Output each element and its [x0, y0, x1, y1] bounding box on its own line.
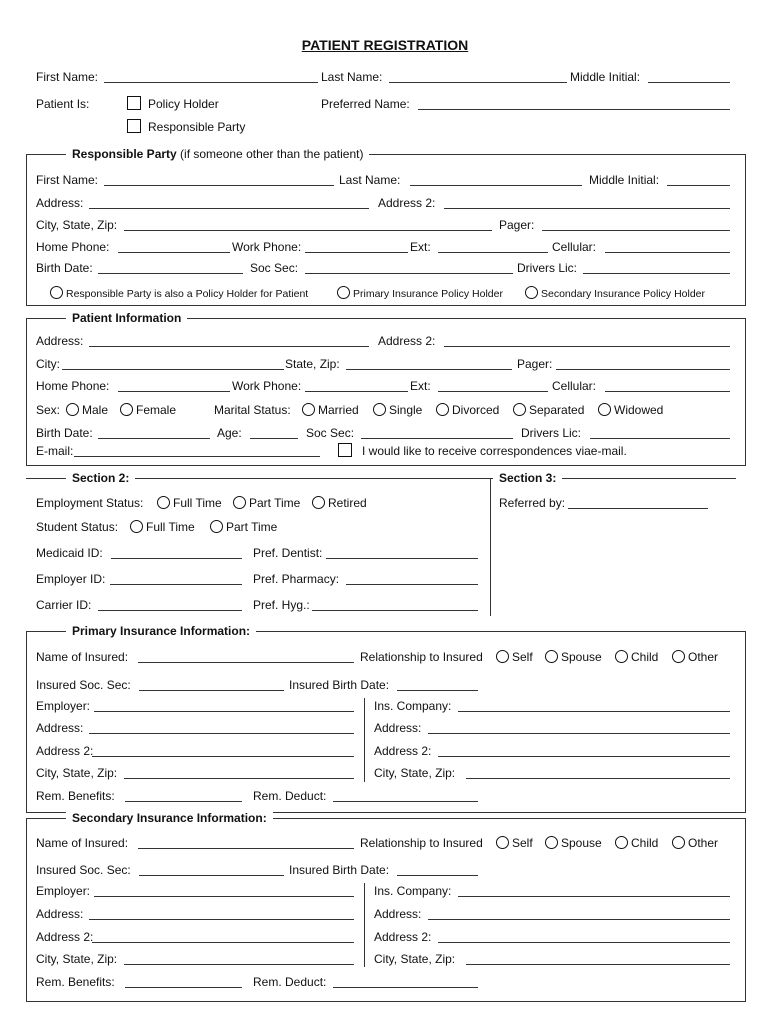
- pri-address-field[interactable]: [89, 733, 354, 734]
- sec-rel-child[interactable]: Child: [615, 836, 658, 850]
- resp-drivers-lic-label: Drivers Lic:: [517, 261, 578, 275]
- pat-pager-label: Pager:: [517, 357, 553, 371]
- radio-icon[interactable]: [615, 836, 628, 849]
- pri-rel-child[interactable]: Child: [615, 650, 658, 664]
- sec-ins-city-field[interactable]: [466, 964, 730, 965]
- section-divider: [490, 478, 491, 616]
- sec-city-field[interactable]: [124, 964, 354, 965]
- pref-hyg-label: Pref. Hyg.:: [253, 598, 310, 612]
- pri-ins-city-field[interactable]: [466, 778, 730, 779]
- pat-marital-separated[interactable]: Separated: [513, 403, 584, 417]
- pat-email-label: E-mail:: [36, 444, 74, 458]
- student-status-label: Student Status:: [36, 520, 119, 534]
- radio-icon[interactable]: [545, 836, 558, 849]
- resp-city-label: City, State, Zip:: [36, 218, 118, 232]
- radio-icon[interactable]: [496, 836, 509, 849]
- radio-icon[interactable]: [233, 496, 246, 509]
- resp-home-phone-field[interactable]: [118, 252, 230, 253]
- pri-ins-company-field[interactable]: [458, 711, 730, 712]
- radio-icon[interactable]: [615, 650, 628, 663]
- pat-marital-divorced[interactable]: Divorced: [436, 403, 499, 417]
- sec-employer-field[interactable]: [94, 896, 354, 897]
- pat-ext-field[interactable]: [438, 391, 548, 392]
- responsible-party-label: Responsible Party: [148, 120, 246, 134]
- pat-work-phone-field[interactable]: [305, 391, 408, 392]
- pat-cellular-label: Cellular:: [552, 379, 597, 393]
- section3-legend: Section 3:: [493, 471, 562, 485]
- resp-last-name-label: Last Name:: [339, 173, 401, 187]
- primary-insurance-legend: Primary Insurance Information:: [66, 624, 256, 638]
- resp-address2-label: Address 2:: [378, 196, 436, 210]
- radio-icon[interactable]: [513, 403, 526, 416]
- pri-address2-label: Address 2:: [36, 744, 94, 758]
- middle-initial-field[interactable]: [648, 82, 730, 83]
- pri-name-field[interactable]: [138, 662, 354, 663]
- resp-cellular-label: Cellular:: [552, 240, 597, 254]
- pri-name-label: Name of Insured:: [36, 650, 129, 664]
- pat-marital-married[interactable]: Married: [302, 403, 359, 417]
- resp-opt-primary[interactable]: Primary Insurance Policy Holder: [337, 286, 503, 301]
- radio-icon[interactable]: [496, 650, 509, 663]
- sec-name-field[interactable]: [138, 848, 354, 849]
- pat-pager-field[interactable]: [556, 369, 730, 370]
- pri-rem-benefits-field[interactable]: [125, 801, 242, 802]
- sec-rel-self[interactable]: Self: [496, 836, 533, 850]
- resp-pager-label: Pager:: [499, 218, 535, 232]
- resp-address2-field[interactable]: [444, 208, 730, 209]
- resp-city-field[interactable]: [124, 230, 492, 231]
- pri-rem-deduct-label: Rem. Deduct:: [253, 789, 327, 803]
- pat-sex-female[interactable]: Female: [120, 403, 176, 417]
- sec-ins-company-label: Ins. Company:: [374, 884, 452, 898]
- radio-icon[interactable]: [598, 403, 611, 416]
- sec-address-label: Address:: [36, 907, 84, 921]
- resp-soc-sec-field[interactable]: [305, 273, 513, 274]
- preferred-name-label: Preferred Name:: [321, 97, 410, 111]
- pref-pharmacy-field[interactable]: [346, 584, 478, 585]
- student-full-time[interactable]: Full Time: [130, 520, 195, 534]
- section2-legend: Section 2:: [66, 471, 135, 485]
- patient-is-label: Patient Is:: [36, 97, 90, 111]
- pat-sex-label: Sex:: [36, 403, 61, 417]
- pri-column-divider: [364, 698, 365, 782]
- resp-first-name-field[interactable]: [104, 185, 334, 186]
- patient-information-legend: Patient Information: [66, 311, 187, 325]
- preferred-name-field[interactable]: [418, 109, 730, 110]
- resp-middle-initial-label: Middle Initial:: [589, 173, 660, 187]
- radio-icon[interactable]: [672, 836, 685, 849]
- pri-rem-benefits-label: Rem. Benefits:: [36, 789, 115, 803]
- employment-part-time[interactable]: Part Time: [233, 496, 300, 510]
- resp-home-phone-label: Home Phone:: [36, 240, 110, 254]
- pri-employer-label: Employer:: [36, 699, 91, 713]
- sec-rem-benefits-label: Rem. Benefits:: [36, 975, 115, 989]
- student-part-time[interactable]: Part Time: [210, 520, 277, 534]
- sec-address2-label: Address 2:: [36, 930, 94, 944]
- pri-rel-other[interactable]: Other: [672, 650, 718, 664]
- carrier-id-label: Carrier ID:: [36, 598, 92, 612]
- sec-rel-spouse[interactable]: Spouse: [545, 836, 602, 850]
- pri-address2-field[interactable]: [92, 756, 354, 757]
- pat-state-zip-field[interactable]: [346, 369, 512, 370]
- pat-soc-sec-label: Soc Sec:: [306, 426, 355, 440]
- sec-ins-city-label: City, State, Zip:: [374, 952, 456, 966]
- pat-work-phone-label: Work Phone:: [232, 379, 302, 393]
- resp-middle-initial-field[interactable]: [667, 185, 730, 186]
- radio-icon[interactable]: [302, 403, 315, 416]
- pat-drivers-lic-field[interactable]: [590, 438, 730, 439]
- pat-soc-sec-field[interactable]: [361, 438, 513, 439]
- pat-city-label: City:: [36, 357, 60, 371]
- sec-ins-company-field[interactable]: [458, 896, 730, 897]
- email-correspondence-checkbox[interactable]: [338, 443, 352, 457]
- radio-icon[interactable]: [120, 403, 133, 416]
- employment-status-label: Employment Status:: [36, 496, 144, 510]
- radio-icon[interactable]: [50, 286, 63, 299]
- employment-full-time[interactable]: Full Time: [157, 496, 222, 510]
- resp-work-phone-label: Work Phone:: [232, 240, 302, 254]
- pri-soc-sec-field[interactable]: [139, 690, 284, 691]
- resp-pager-field[interactable]: [542, 230, 730, 231]
- sec-address2-field[interactable]: [92, 942, 354, 943]
- sec-birth-date-field[interactable]: [397, 875, 478, 876]
- pref-pharmacy-label: Pref. Pharmacy:: [253, 572, 340, 586]
- middle-initial-label: Middle Initial:: [570, 70, 641, 84]
- pri-rel-spouse[interactable]: Spouse: [545, 650, 602, 664]
- sec-city-label: City, State, Zip:: [36, 952, 118, 966]
- resp-last-name-field[interactable]: [410, 185, 582, 186]
- pri-birth-date-field[interactable]: [397, 690, 478, 691]
- resp-address-label: Address:: [36, 196, 84, 210]
- pri-relationship-label: Relationship to Insured: [360, 650, 483, 664]
- pat-birth-date-label: Birth Date:: [36, 426, 93, 440]
- radio-icon[interactable]: [337, 286, 350, 299]
- resp-first-name-label: First Name:: [36, 173, 99, 187]
- sec-ins-address2-field[interactable]: [438, 942, 730, 943]
- sec-employer-label: Employer:: [36, 884, 91, 898]
- radio-icon[interactable]: [672, 650, 685, 663]
- page-title: PATIENT REGISTRATION: [301, 37, 469, 53]
- sec-rel-other[interactable]: Other: [672, 836, 718, 850]
- medicaid-id-field[interactable]: [111, 558, 242, 559]
- radio-icon[interactable]: [545, 650, 558, 663]
- pat-marital-widowed[interactable]: Widowed: [598, 403, 663, 417]
- sec-column-divider: [364, 883, 365, 967]
- pat-email-field[interactable]: [74, 456, 320, 457]
- carrier-id-field[interactable]: [98, 610, 242, 611]
- sec-ins-address-field[interactable]: [428, 919, 730, 920]
- pat-city-field[interactable]: [62, 369, 284, 370]
- pri-rel-self[interactable]: Self: [496, 650, 533, 664]
- pri-ins-address2-field[interactable]: [438, 756, 730, 757]
- radio-icon[interactable]: [157, 496, 170, 509]
- pat-home-phone-label: Home Phone:: [36, 379, 110, 393]
- pat-birth-date-field[interactable]: [98, 438, 210, 439]
- pat-marital-single[interactable]: Single: [373, 403, 422, 417]
- radio-icon[interactable]: [436, 403, 449, 416]
- pri-rem-deduct-field[interactable]: [333, 801, 478, 802]
- pri-ins-address2-label: Address 2:: [374, 744, 432, 758]
- sec-ins-address2-label: Address 2:: [374, 930, 432, 944]
- sec-soc-sec-label: Insured Soc. Sec:: [36, 863, 131, 877]
- radio-icon[interactable]: [210, 520, 223, 533]
- resp-ext-label: Ext:: [410, 240, 431, 254]
- pat-sex-male[interactable]: Male: [66, 403, 108, 417]
- first-name-label: First Name:: [36, 70, 99, 84]
- sec-birth-date-label: Insured Birth Date:: [289, 863, 390, 877]
- pri-birth-date-label: Insured Birth Date:: [289, 678, 390, 692]
- pri-ins-company-label: Ins. Company:: [374, 699, 452, 713]
- referred-by-field[interactable]: [568, 508, 708, 509]
- pat-age-field[interactable]: [250, 438, 298, 439]
- employer-id-field[interactable]: [110, 584, 242, 585]
- responsible-party-checkbox[interactable]: [127, 119, 141, 133]
- pat-address-field[interactable]: [89, 346, 369, 347]
- resp-cellular-field[interactable]: [605, 252, 730, 253]
- secondary-insurance-legend: Secondary Insurance Information:: [66, 811, 273, 825]
- medicaid-id-label: Medicaid ID:: [36, 546, 103, 560]
- pri-ins-address-label: Address:: [374, 721, 422, 735]
- sec-relationship-label: Relationship to Insured: [360, 836, 483, 850]
- radio-icon[interactable]: [312, 496, 325, 509]
- pat-age-label: Age:: [217, 426, 242, 440]
- resp-ext-field[interactable]: [438, 252, 548, 253]
- pat-address2-field[interactable]: [444, 346, 730, 347]
- pri-ins-city-label: City, State, Zip:: [374, 766, 456, 780]
- radio-icon[interactable]: [130, 520, 143, 533]
- resp-birth-date-label: Birth Date:: [36, 261, 93, 275]
- policy-holder-checkbox[interactable]: [127, 96, 141, 110]
- pri-ins-address-field[interactable]: [428, 733, 730, 734]
- referred-by-label: Referred by:: [499, 496, 566, 510]
- pat-ext-label: Ext:: [410, 379, 431, 393]
- pat-state-zip-label: State, Zip:: [285, 357, 340, 371]
- sec-rem-deduct-label: Rem. Deduct:: [253, 975, 327, 989]
- resp-soc-sec-label: Soc Sec:: [250, 261, 299, 275]
- sec-rem-deduct-field[interactable]: [333, 987, 478, 988]
- resp-opt-policy-holder[interactable]: Responsible Party is also a Policy Holder for Patient: [50, 286, 308, 301]
- email-correspondence-label: I would like to receive correspondences viae-mail.: [362, 444, 627, 458]
- radio-icon[interactable]: [66, 403, 79, 416]
- responsible-party-legend: Responsible Party (if someone other than the patient): [66, 147, 369, 161]
- policy-holder-label: Policy Holder: [148, 97, 219, 111]
- radio-icon[interactable]: [525, 286, 538, 299]
- pri-soc-sec-label: Insured Soc. Sec:: [36, 678, 131, 692]
- sec-rem-benefits-field[interactable]: [125, 987, 242, 988]
- sec-name-label: Name of Insured:: [36, 836, 129, 850]
- sec-address-field[interactable]: [89, 919, 354, 920]
- pri-employer-field[interactable]: [94, 711, 354, 712]
- pat-marital-label: Marital Status:: [214, 403, 291, 417]
- pri-address-label: Address:: [36, 721, 84, 735]
- resp-drivers-lic-field[interactable]: [583, 273, 730, 274]
- resp-opt-secondary[interactable]: Secondary Insurance Policy Holder: [525, 286, 705, 301]
- pref-dentist-label: Pref. Dentist:: [253, 546, 323, 560]
- sec-ins-address-label: Address:: [374, 907, 422, 921]
- employer-id-label: Employer ID:: [36, 572, 106, 586]
- pri-city-label: City, State, Zip:: [36, 766, 118, 780]
- radio-icon[interactable]: [373, 403, 386, 416]
- employment-retired[interactable]: Retired: [312, 496, 367, 510]
- resp-birth-date-field[interactable]: [98, 273, 243, 274]
- pri-city-field[interactable]: [124, 778, 354, 779]
- pat-home-phone-field[interactable]: [118, 391, 230, 392]
- pref-hyg-field[interactable]: [312, 610, 478, 611]
- pat-cellular-field[interactable]: [605, 391, 730, 392]
- last-name-label: Last Name:: [321, 70, 383, 84]
- first-name-field[interactable]: [104, 82, 318, 83]
- sec-soc-sec-field[interactable]: [139, 875, 284, 876]
- pat-address-label: Address:: [36, 334, 84, 348]
- pat-address2-label: Address 2:: [378, 334, 436, 348]
- resp-work-phone-field[interactable]: [305, 252, 408, 253]
- pat-drivers-lic-label: Drivers Lic:: [521, 426, 582, 440]
- last-name-field[interactable]: [389, 82, 567, 83]
- pref-dentist-field[interactable]: [326, 558, 478, 559]
- resp-address-field[interactable]: [89, 208, 369, 209]
